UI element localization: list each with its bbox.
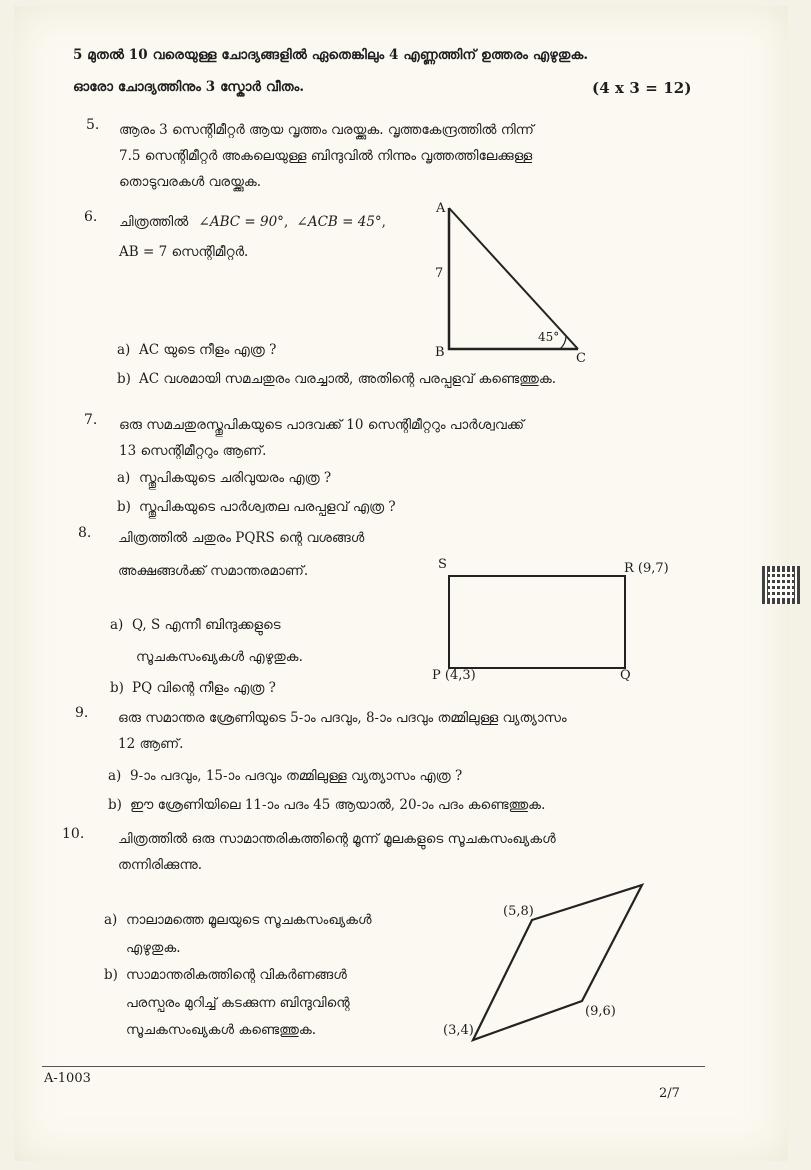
q9-b-text: ഈ ശ്രേണിയിലെ 11-ാം പദം 45 ആയാൽ, 20-ാം പദം കണ്ടെത്തുക.	[130, 797, 546, 813]
q8-line-1: ചിത്രത്തിൽ ചതുരം PQRS ന്റെ വശങ്ങൾ	[118, 530, 365, 546]
angle-arc	[560, 336, 566, 349]
q10-option-b	[104, 962, 347, 988]
q6-b-key: b)	[117, 371, 131, 387]
q7-option-a	[117, 465, 331, 491]
instruction-line-1: 5 മുതൽ 10 വരെയുള്ള ചോദ്യങ്ങളിൽ ഏതെങ്കിലും 4 എണ്ണത്തിന് ഉത്തരം എഴുതുക.	[73, 47, 589, 63]
q7-option-b	[117, 494, 396, 520]
q6-angle-abc: ∠ABC = 90°	[198, 214, 284, 230]
q10-line-2: തന്നിരിക്കുന്നു.	[118, 857, 202, 873]
q10-text	[118, 826, 708, 878]
corner-label-2: (9,6)	[585, 1004, 616, 1019]
q6-number: 6.	[84, 209, 98, 225]
corner-label-3: (3,4)	[443, 1023, 474, 1038]
q10-line-1: ചിത്രത്തിൽ ഒരു സാമാന്തരികത്തിന്റെ മൂന്ന് മൂലകളുടെ സൂചകസംഖ്യകൾ	[118, 831, 556, 847]
q7-b-key: b)	[117, 499, 131, 515]
q10-option-a	[104, 907, 372, 933]
q7-a-text: സ്തൂപികയുടെ ചരിവുയരം എത്ര ?	[139, 470, 332, 486]
vertex-c-label: C	[576, 351, 586, 366]
q9-line-1: ഒരു സമാന്തര ശ്രേണിയുടെ 5-ാം പദവും, 8-ാം പദവും തമ്മിലുള്ള വ്യത്യാസം	[118, 710, 567, 726]
vertex-s-label: S	[438, 557, 447, 572]
q9-option-b	[108, 792, 545, 818]
angle-label: 45°	[538, 330, 560, 344]
q8-rectangle-figure	[448, 575, 626, 669]
vertex-q-label: Q	[620, 668, 631, 683]
q10-a-key: a)	[104, 912, 118, 928]
paper-code: A-1003	[44, 1071, 91, 1086]
q5-line-3: തൊടുവരകൾ വരയ്ക്കുക.	[119, 174, 262, 190]
triangle-hypotenuse	[449, 208, 578, 349]
q10-b-key: b)	[104, 967, 118, 983]
q7-b-text: സ്തൂപികയുടെ പാർശ്വതല പരപ്പളവ് എത്ര ?	[139, 499, 396, 515]
vertex-b-label: B	[435, 345, 445, 360]
q8-line-2: അക്ഷങ്ങൾക്ക് സമാന്തരമാണ്.	[118, 563, 309, 579]
q6-option-b	[117, 366, 556, 392]
q10-parallelogram-figure	[460, 876, 660, 1048]
q6-line-1	[119, 209, 386, 235]
q10-number: 10.	[62, 826, 85, 842]
q9-number: 9.	[75, 705, 89, 721]
q5-text	[119, 117, 694, 195]
vertex-a-label: A	[436, 201, 446, 216]
q9-line-2: 12 ആണ്.	[118, 736, 184, 752]
q8-b-key: b)	[110, 680, 124, 696]
q7-text	[119, 412, 699, 464]
q9-b-key: b)	[108, 797, 122, 813]
q7-a-key: a)	[117, 470, 131, 486]
q6-sep-2: ,	[381, 214, 386, 230]
q9-text	[118, 705, 698, 757]
q5-line-1: ആരം 3 സെന്റിമീറ്റർ ആയ വൃത്തം വരയ്ക്കുക. വൃത്തകേന്ദ്രത്തിൽ നിന്ന്	[119, 122, 534, 138]
q6-line-2: AB = 7 സെന്റിമീറ്റർ.	[119, 244, 249, 260]
footer-rule	[42, 1066, 705, 1067]
q8-b-text: PQ വിന്റെ നീളം എത്ര ?	[132, 680, 276, 696]
corner-label-1: (5,8)	[503, 904, 534, 919]
q7-number: 7.	[84, 412, 98, 428]
q10-b-text-2: പരസ്പരം മുറിച്ച് കടക്കുന്ന ബിന്ദുവിന്റെ	[126, 995, 350, 1011]
q6-a-text: AC യുടെ നീളം എത്ര ?	[139, 342, 277, 358]
q10-a-text-2: എഴുതുക.	[126, 940, 181, 956]
q6-a-key: a)	[117, 342, 131, 358]
q7-line-2: 13 സെന്റിമീറ്ററും ആണ്.	[119, 443, 267, 459]
vertex-p-label: P (4,3)	[432, 668, 476, 683]
side-ab-label: 7	[435, 266, 444, 281]
q8-option-a	[110, 612, 281, 638]
q8-a-text-1: Q, S എന്നീ ബിന്ദുക്കളുടെ	[132, 617, 281, 633]
parallelogram-shape	[473, 885, 642, 1040]
q8-option-b	[110, 675, 276, 701]
score-marks: (4 x 3 = 12)	[592, 79, 692, 97]
q5-line-2: 7.5 സെന്റിമീറ്റർ അകലെയുള്ള ബിന്ദുവിൽ നിന്നും വൃത്തത്തിലേക്കുള്ള	[119, 148, 533, 164]
q8-a-key: a)	[110, 617, 124, 633]
q6-text: ചിത്രത്തിൽ	[119, 214, 189, 230]
q6-triangle-figure	[420, 196, 600, 366]
q9-option-a	[108, 763, 462, 789]
instruction-line-2: ഓരോ ചോദ്യത്തിനും 3 സ്കോർ വീതം.	[73, 79, 305, 95]
page-number: 2/7	[659, 1086, 680, 1101]
vertex-r-label: R (9,7)	[624, 561, 669, 576]
q10-a-text-1: നാലാമത്തെ മൂലയുടെ സൂചകസംഖ്യകൾ	[126, 912, 372, 928]
qr-code-icon	[762, 566, 800, 604]
q8-a-text-2: സൂചകസംഖ്യകൾ എഴുതുക.	[136, 649, 303, 665]
q6-b-text: AC വശമായി സമചതുരം വരച്ചാൽ, അതിന്റെ പരപ്പളവ് കണ്ടെത്തുക.	[139, 371, 557, 387]
q6-sep: ,	[283, 214, 289, 230]
q6-option-a	[117, 337, 276, 363]
q7-line-1: ഒരു സമചതുരസ്തൂപികയുടെ പാദവക്ക് 10 സെന്റിമീറ്ററും പാർശ്വവക്ക്	[119, 417, 525, 433]
q9-a-text: 9-ാം പദവും, 15-ാം പദവും തമ്മിലുള്ള വ്യത്യാസം എത്ര ?	[130, 768, 463, 784]
q5-number: 5.	[86, 117, 100, 133]
q10-b-text-3: സൂചകസംഖ്യകൾ കണ്ടെത്തുക.	[126, 1022, 317, 1038]
q6-angle-acb: ∠ACB = 45°	[296, 214, 382, 230]
q9-a-key: a)	[108, 768, 122, 784]
q8-number: 8.	[78, 525, 92, 541]
q10-b-text-1: സാമാന്തരികത്തിന്റെ വികർണങ്ങൾ	[126, 967, 347, 983]
